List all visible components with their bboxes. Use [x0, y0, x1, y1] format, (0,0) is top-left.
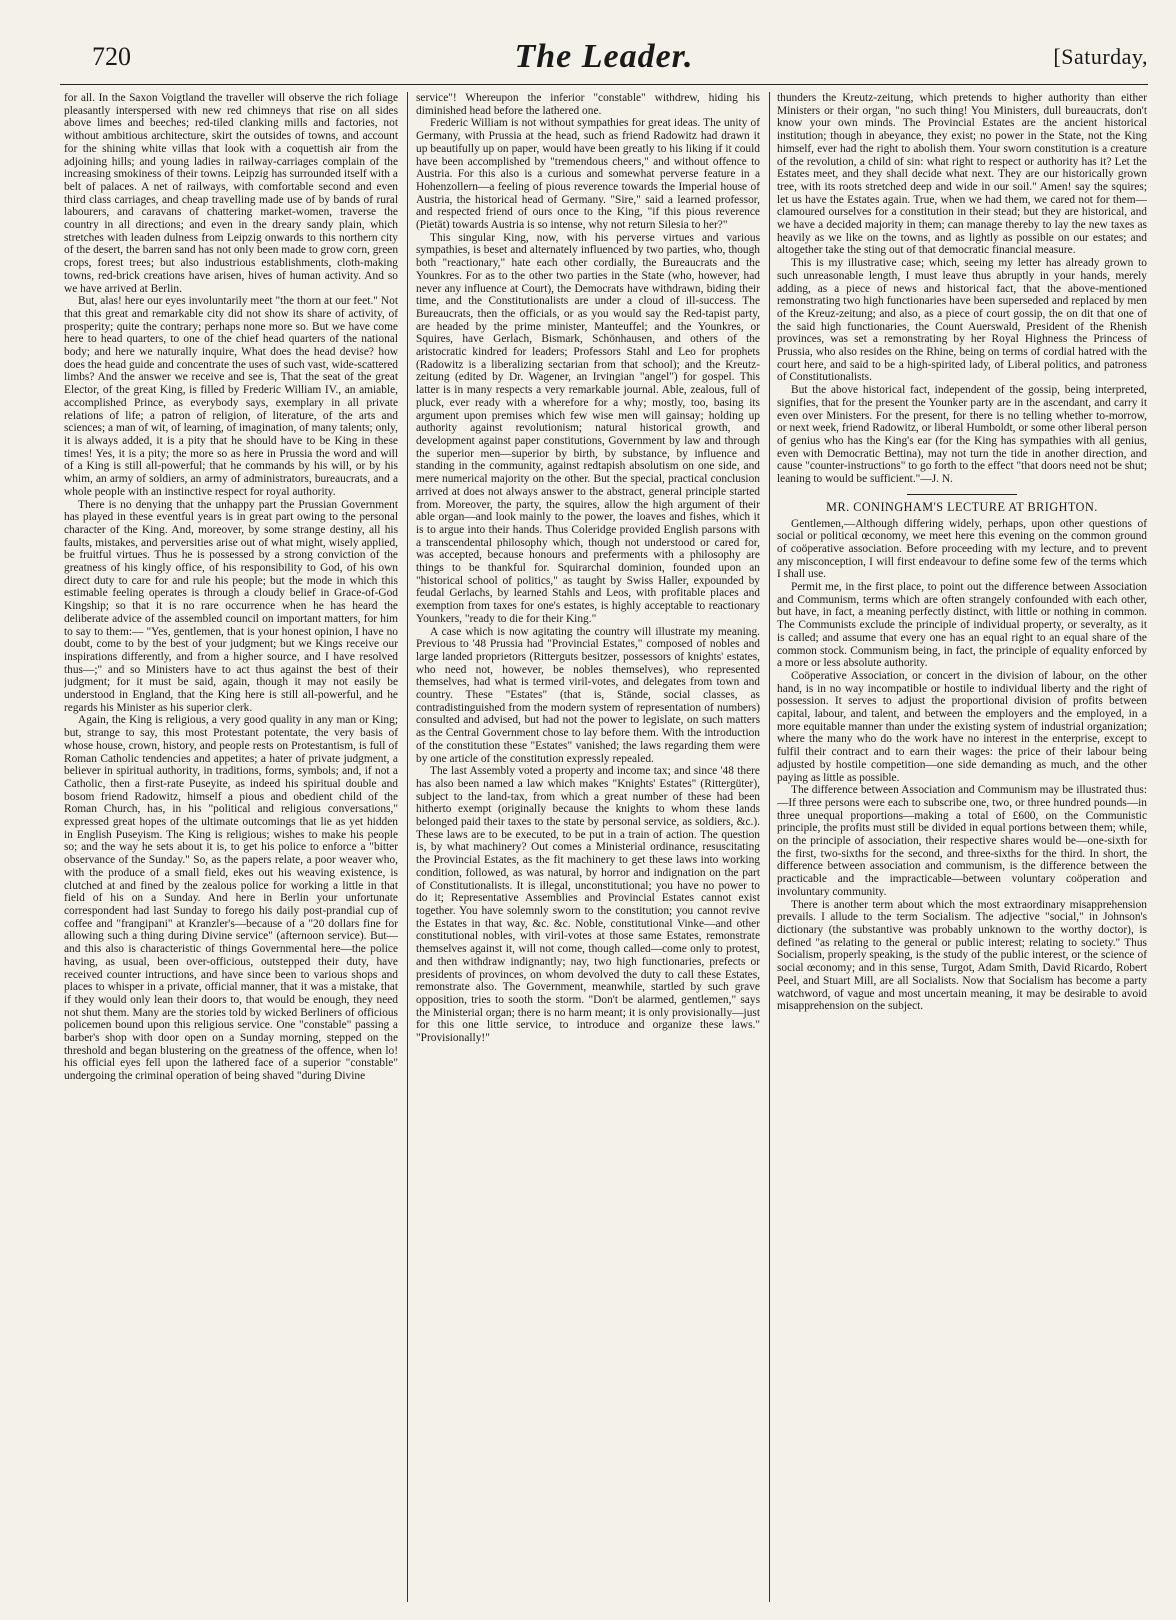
paragraph: But the above historical fact, independent of the gossip, being interpreted, signifies, that for the present the Younker party are in the ascendant, and carry it even over Ministers. For the present, for there is no telling whether to-morrow, or next week, friend Radowitz, or liberal Humboldt, or some other liberal person of genius who has the King's ear (for the King has sympathies with all genius, even with Democratic Bettina), may not turn the tide in another direction, and cause "counter-instructions" to go forth to the effect "that doors need not be shut; leaning to would be sufficient."—J. N.: [777, 384, 1147, 486]
column-1: [64, 92, 398, 1607]
issue-day: [Saturday,: [1053, 44, 1148, 69]
page-number: 720: [92, 42, 131, 71]
paragraph: This is my illustrative case; which, seeing my letter has already grown to such unreasonable length, I must leave thus abruptly in your hands, merely adding, as a piece of news and historical fact, that the above-mentioned remonstrating two high functionaries have been superseded and replaced by men of the Kreuz-zeitung; and also, as a piece of court gossip, the on dit that one of the said high functionaries, the Count Auerswald, President of the Rhenish provinces, was set a remonstrating by her Royal Highness the Princess of Prussia, who also resides on the Rhine, being on terms of cordial hatred with the court here, and said to be a high-spirited lady, of Liberal politics, and patroness of Constitutionalists.: [777, 257, 1147, 384]
section-divider: [907, 494, 1017, 495]
paragraph: Gentlemen,—Although differing widely, perhaps, upon other questions of social or political œconomy, we meet here this evening on the common ground of coöperative association. Before proceeding with my lecture, and to prevent any misconception, I will first endeavour to define some few of the terms which I shall use.: [777, 517, 1147, 581]
paragraph: But, alas! here our eyes involuntarily meet "the thorn at our feet." Not that this great and remarkable city did not show its share of activity, of prosperity; quite the contrary; perhaps none more so. But we have come here to head quarters, to one of the chief head quarters of the national body; and here we naturally inquire, What does the head devise? how does the head guide and concentrate the uses of such vast, wide-scattered limbs? And the answer we receive and see is, That the seat of the great Elector, of the great King, is filled by Frederic William IV., an amiable, accomplished Prince, as everybody says, exemplary in all private relations of life; a patron of religion, of literature, of the arts and sciences; a man of wit, of learning, of imagination, of many talents; only, it is always added, it is a pity that he should have to be King in these times! Yes, it is a pity; the more so as here in Prussia the word and will of a King is still all-powerful; that he commands by his will, or by his whim, an army of soldiers, an army of administrators, bureaucrats, and a whole people with an instinctive respect for royal authority.: [64, 295, 398, 498]
page-header: [60, 36, 1148, 85]
paragraph: A case which is now agitating the country will illustrate my meaning. Previous to '48 Prussia had "Provincial Estates," composed of nobles and large landed proprietors (Ritterguts besitzer, possessors of knights' estates, who need not, however, be nobles themselves), who represented themselves, had what is termed viril-votes, and delegates from town and country. These "Estates" (that is, Stände, social classes, as contradistinguished from the modern system of representation of numbers) consulted and advised, but had not the power to legislate, on such matters as the Central Government chose to lay before them. With the introduction of the constitution these "Estates" vanished; the laws regarding them were by one article of the constitution expressly repealed.: [416, 625, 760, 765]
paragraph: thunders the Kreutz-zeitung, which pretends to higher authority than either Ministers or their organ, "no such thing! You Ministers, dull bureaucrats, don't know your own minds. The Provincial Estates are the ancient historical institution; though in abeyance, they exist; no power in the State, not the King himself, ever had the right to abolish them. Your sworn constitution is a creature of the revolution, a child of sin: what right to respect or authority has it? Let the Estates meet, and they shall decide what next. They are our historically grown tree, with its roots stretched deep and wide in our soil." Amen! say the squires; let us have the Estates again. True, when we had them, we cared not for them—clamoured ourselves for a constitution in their stead; but they are historical, and we have a decided majority in them; can manage thereby to lay the new taxes as heavily as we like on the towns, and as lightly as possible on our estates; and altogether take the sting out of that democratic financial measure.: [777, 92, 1147, 257]
masthead-title: The Leader.: [514, 38, 694, 75]
paragraph: This singular King, now, with his perverse virtues and various sympathies, is beset and alternately influenced by two parties, who, though both "reactionary," hate each other cordially, the Bureaucrats and the Younkres. For as to the other two parties in the State (who, however, had never any influence at Court), the Democrats have withdrawn, biding their time, and the Constitutionalists are under a cloud of ill-success. The Bureaucrats, then the officials, or as you would say the Red-tapist party, are headed by the prime minister, Manteuffel; and the Younkres, or Squires, have Gerlach, Bismark, Schönhausen, and others of the aristocratic kindred for leaders; Professors Stahl and Leo for prophets (Radowitz is a liberalizing sectarian from that school); and the Kreutz-zeitung (edited by Dr. Wagener, an Irvingian "angel") for gospel. This latter is in many respects a very remarkable journal. Able, zealous, full of pluck, ever ready with a wherefore for a why; mostly, too, basing its argument upon premises which few wise men will gainsay; holding up authority against revolutionism; natural historical growth, and development against paper constitutions, Government by law and through the superior men—superior by birth, by substance, by influence and standing in the community, against redtapish absolutism on one side, and mere numerical majority on the other. But the special, practical conclusion arrived at does not always answer to the abstract, general principle started from. Moreover, the party, the squires, allow the high argument of their able organ—and look mainly to the power, the loaves and fishes, which it is to argue into their hands. Thus Coleridge provided English parsons with a transcendental philosophy which, though not understood or cared for, was accepted, because honours and preferments with a philosophy are things to be thankful for. Squirarchal dominion, founded upon an "historical school of politics," as taught by Swiss Haller, expounded by feudal Gerlachs, by learned Stahls and Leos, with profitable places and exemption from taxes for one's estates, is highly acceptable to reactionary Younkers, "ready to die for their King.": [416, 231, 760, 625]
paragraph: The difference between Association and Communism may be illustrated thus:—If three persons were each to subscribe one, two, or three hundred pounds—in three unequal proportions—making a total of £600, on the Communistic principle, the profits must still be divided in equal portions between them; while, on the principle of association, their respective shares would be—one-sixth for the first, two-sixths for the second, and three-sixths for the third. In short, the difference between association and communism, is the difference between the practicable and the impracticable—between voluntary coöperation and involuntary community.: [777, 784, 1147, 898]
paragraph: service"! Whereupon the inferior "constable" withdrew, hiding his diminished head before the lathered one.: [416, 92, 760, 117]
column-rule: [769, 92, 770, 1602]
column-2: [416, 92, 760, 1607]
paragraph: Again, the King is religious, a very good quality in any man or King; but, strange to say, this most Protestant potentate, the very basis of whose house, crown, history, and people rests on Protestantism, is full of Roman Catholic tendencies and appetites; a hater of private judgment, a believer in spiritual authority, in traditions, forms, symbols; and, if not a Catholic, then a first-rate Puseyite, as indeed his spiritual double and bosom friend Radowitz, himself a pious and obedient child of the Roman Church, has, in his "political and religious conversations," expressed great hopes of the ultimate outcomings that lie as yet hidden in English Puseyism. The King is religious; wishes to make his people so; and the way he sets about it is, to get his police to enforce a "bitter observance of the Sunday." So, as the papers relate, a poor weaver who, with the produce of a small field, ekes out his weaving existence, is clutched at and fined by the zealous police for working a little in that field of his on a Sunday. And here in Berlin your unfortunate correspondent had last Sunday to forego his daily post-prandial cup of coffee and "frangipani" at Kranzler's—because of a "20 dollars fine for allowing such a thing during Divine service" (afternoon service). But—and this also is characteristic of things Governmental here—the police having, as usual, been over-officious, outstepped their duty, have received counter intructions, and have since been to various shops and places to whisper in a private, official manner, that it was a mistake, that if they would only lean their doors to, that would be enough, they need not shut them. Many are the stories told by wicked Berliners of officious policemen bound upon this religious service. One "constable" passing a barber's shop with door open on a Sunday morning, stepped on the threshold and began blustering on the greatness of the offence, when lo! his official eyes fell upon the lathered face of a superior "constable" undergoing the criminal operation of being shaved "during Divine: [64, 714, 398, 1083]
paragraph: for all. In the Saxon Voigtland the traveller will observe the rich foliage pleasantly interspersed with new red chimneys that rise on all sides above limes and beeches; red-tiled clanking mills and factories, not without ambitious architecture, skirt the outsides of towns, and account for the shining white villas that look with a coquettish air from the adjoining hills; and young ladies in railway-carriages complain of the increasing smokiness of their towns. Leipzig has surrounded itself with a belt of palaces. A net of railways, with comfortable second and even third class carriages, and cheap travelling made use of by bands of rural labourers, and caravans of chattering market-women, traverse the country in all directions; and even in the dreary sandy plain, which stretches with leaden dulness from Leipzig onwards to this northern city of the desert, the barren sand has not only been made to grow corn, green crops, forest trees; but also industrious establishments, cloth-making towns, red-brick creations have arisen, hives of human activity. And so we have arrived at Berlin.: [64, 92, 398, 295]
paragraph: There is no denying that the unhappy part the Prussian Government has played in these eventful years is in great part owing to the personal character of the King. And, moreover, by some strange destiny, all his faults, mistakes, and perversities arise out of what might, wisely applied, be fruitful virtues. Thus he is possessed by a strong conviction of the greatness of his kingly office, of his responsibility to God, of his own direct duty to care for and rule his people; but the mode in which this estimable feeling operates is through a cloudy belief in Grace-of-God Kingship; so that it is no rare occurrence when he has heard the deliberate advice of the assembled council on important matters, for him to say to them:— "Yes, gentlemen, that is your honest opinion, I have no doubt, come to by the best of your judgment; but we Kings receive our inspirations differently, and from a higher source, and I have resolved thus—;" and so Ministers have to act thus against the best of their judgment; for it must be said, again, though it may not easily be understood in England, that the King here is still all-powerful, and he regards his Minister as his superior clerk.: [64, 498, 398, 714]
paragraph: Frederic William is not without sympathies for great ideas. The unity of Germany, with Prussia at the head, such as friend Radowitz had drawn it up beautifully up on paper, would have been greatly to his liking if it could have been accomplished by "tremendous cheers," and without offence to Austria. For this also is a curious and somewhat perverse feature in a Hohenzollern—a feeling of pious reverence towards the Imperial house of Austria, the historical head of Germany. "Sire," said a learned professor, and respected friend of ours once to the King, "if this pious reverence (Pietät) towards Austria is so intense, why not return Silesia to her?": [416, 117, 760, 232]
column-3: [777, 92, 1147, 1607]
paragraph: Permit me, in the first place, to point out the difference between Association and Communism, terms which are often strangely confounded with each other, but have, in fact, a meaning perfectly distinct, with little or nothing in common. The Communists exclude the principle of individual property, or severalty, as it is called; and assume that every one has an equal right to an equal share of the common stock. Communism being, in fact, the principle of equality enforced by a more or less absolute authority.: [777, 581, 1147, 670]
article-heading: MR. CONINGHAM'S LECTURE AT BRIGHTON.: [826, 499, 1098, 514]
paragraph: There is another term about which the most extraordinary misapprehension prevails. I allude to the term Socialism. The adjective "social," in Johnson's dictionary (the substantive was probably unknown to the worthy doctor), is defined "as relating to the general or public interest; relating to society." Thus Socialism, properly speaking, is the study of the public interest, or the science of social œconomy; and in this sense, Turgot, Adam Smith, David Ricardo, Robert Peel, and Stuart Mill, are all Socialists. Now that Socialism has become a party watchword, of vague and most uncertain meaning, it may be desirable to avoid misapprehension on the subject.: [777, 898, 1147, 1013]
column-rule: [407, 92, 408, 1602]
paragraph: Coöperative Association, or concert in the division of labour, on the other hand, is in no way incompatible or hostile to individual liberty and the right of possession. It serves to adjust the proportional division of profits between capital, labour, and talent, and between the employers and the employed, in a more equitable manner than under the existing system of industrial organization; where the many who do the work have no interest in the enterprise, except to fulfil their contract and to earn their wages: the price of their labour being adjusted by hostile competition—one side demanding as much, and the other paying as little as possible.: [777, 669, 1147, 784]
paragraph: The last Assembly voted a property and income tax; and since '48 there has also been named a law which makes "Knights' Estates" (Rittergüter), subject to the land-tax, from which a great number of these had been hitherto exempt (originally because the knights to whom these lands belonged paid their taxes to the state by personal service, as soldiers, &c.). These laws are to be executed, to be put in a train of action. The question is, by what machinery? Out comes a Ministerial ordinance, resuscitating the Provincial Estates, as the fit machinery to get these laws into working condition, followed, as was natural, by horror and indignation on the part of Constitutionalists. It is illegal, unconstitutional; you have no power to do it; Representative Assemblies and Provincial Estates cannot exist together. You have solemnly sworn to the constitution; you cannot revive the Estates in that way, &c. &c. Noble, constitutional Vinke—and other constitutional nobles, with viril-votes at those same Estates, remonstrate themselves against it, will not come, though called—come only to protest, and then withdraw indignantly; nay, two high functionaries, prefects or presidents of provinces, on whom devolved the duty to call these Estates, remonstrate also. The Government, meanwhile, startled by such grave opposition, tries to sooth the storm. "Don't be alarmed, gentlemen," says the Ministerial organ; there is no harm meant; it is only provisionally—just for this one little service, to introduce and organize these laws." "Provisionally!": [416, 765, 760, 1045]
